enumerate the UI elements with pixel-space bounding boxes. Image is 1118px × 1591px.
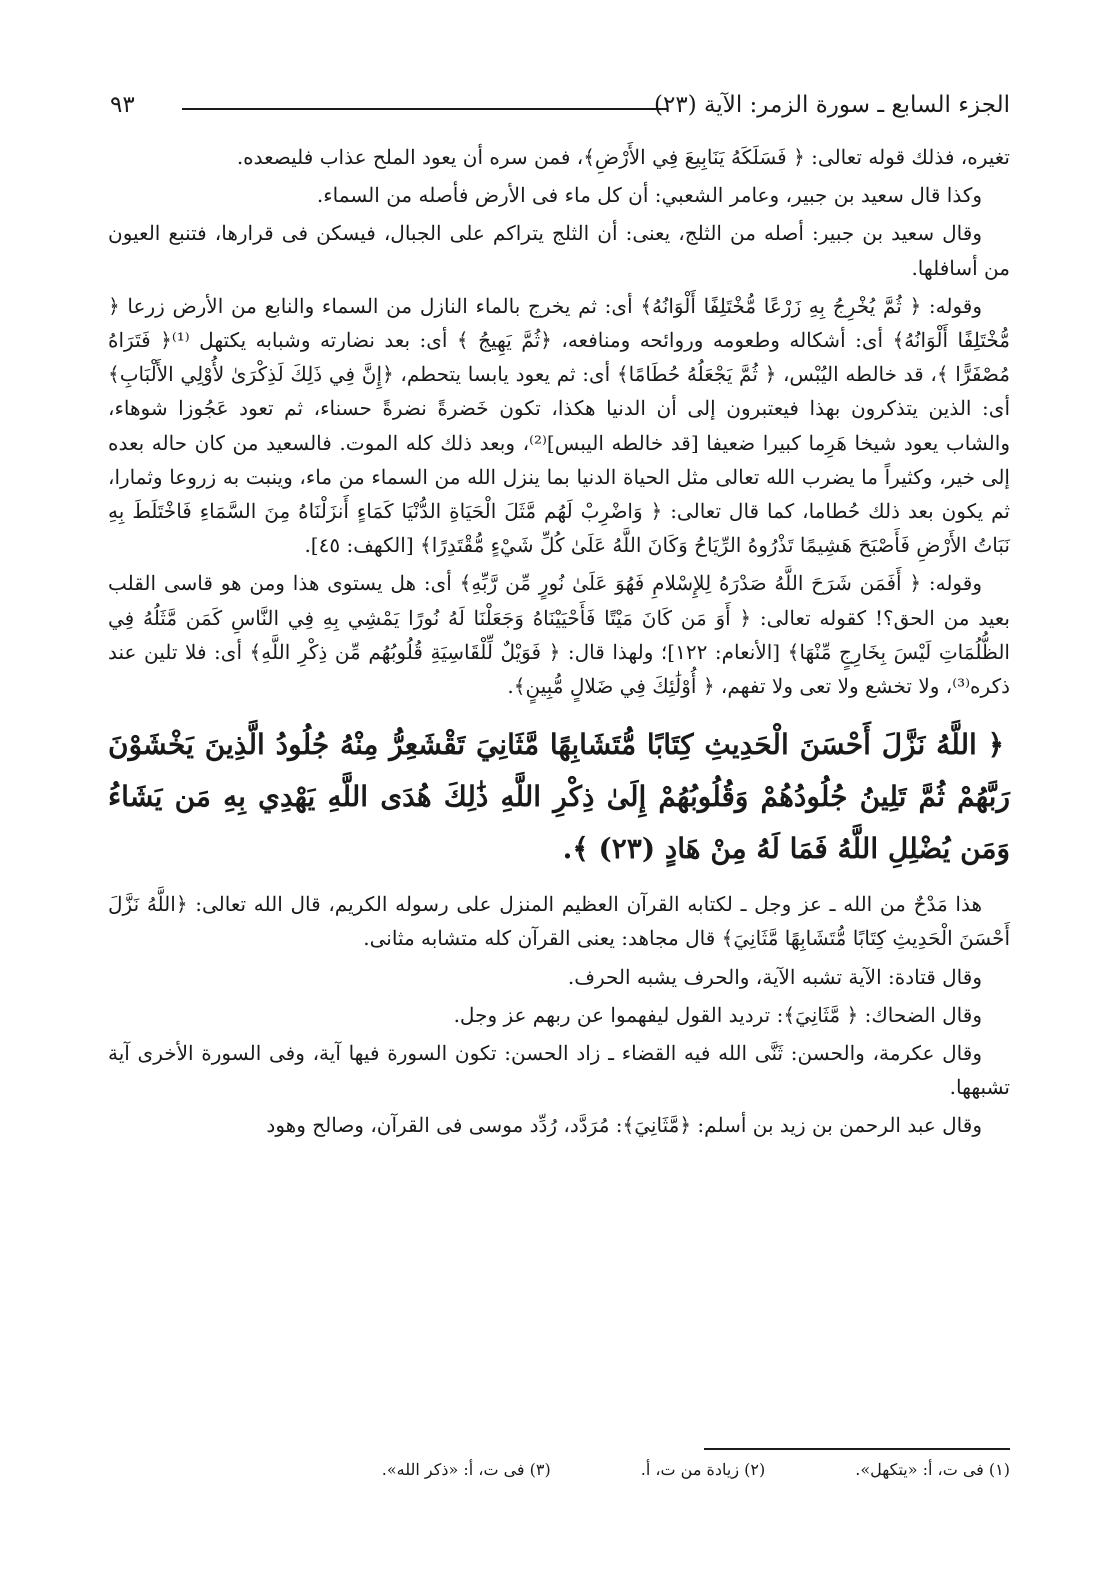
running-title: الجزء السابع ـ سورة الزمر: الآية (٢٣) bbox=[654, 92, 1010, 118]
page-body bbox=[108, 140, 1010, 1147]
footnotes bbox=[108, 1458, 1010, 1482]
footnote-rule bbox=[704, 1448, 1010, 1450]
footnote-1: (١) فى ت، أ: «يتكهل». bbox=[855, 1460, 1010, 1479]
commentary-1: هذا مَدْحٌ من الله ـ عز وجل ـ لكتابه القرآن العظيم المنزل على رسوله الكريم، قال الله تعالى: ﴿اللَّهُ نَزَّلَ أَحْسَنَ الْحَدِيثِ كِتَابًا مُّتَشَابِهًا مَّثَانِيَ﴾ قال مجاهد: يعنى القرآن كله متشابه مثانى. bbox=[108, 892, 1010, 951]
quran-verse: ﴿ اللَّهُ نَزَّلَ أَحْسَنَ الْحَدِيثِ كِتَابًا مُّتَشَابِهًا مَّثَانِيَ تَقْشَعِرُّ مِنْهُ جُلُودُ الَّذِينَ يَخْشَوْنَ رَبَّهُمْ ثُمَّ تَلِينُ جُلُودُهُمْ وَقُلُوبُهُمْ إِلَىٰ ذِكْرِ اللَّهِ ذَٰلِكَ هُدَى اللَّهِ يَهْدِي بِهِ مَن يَشَاءُ وَمَن يُضْلِلِ اللَّهُ فَمَا لَهُ مِنْ هَادٍ (٢٣) ﴾. bbox=[108, 728, 1010, 866]
footnote-2: (٢) زيادة من ت، أ. bbox=[640, 1460, 766, 1479]
paragraph-4: وقوله: ﴿ ثُمَّ يُخْرِجُ بِهِ زَرْعًا مُّخْتَلِفًا أَلْوَانُهُ﴾ أى: ثم يخرج بالماء النازل من السماء والنابع من الأرض زرعا ﴿ مُّخْتَلِفًا أَلْوَانُهُ﴾ أى: أشكاله وطعومه وروائحه ومنافعه، ﴿ثُمَّ يَهِيجُ ﴾ أى: بعد نضارته وشبابه يكتهل ⁽¹⁾﴿ فَتَرَاهُ مُصْفَرًّا ﴾، قد خالطه اليُبْس، ﴿ ثُمَّ يَجْعَلُهُ حُطَامًا﴾ أى: ثم يعود يابسا يتحطم، ﴿إِنَّ فِي ذَلِكَ لَذِكْرَىٰ لأُوْلِي الأَلْبَابِ﴾ أى: الذين يتذكرون بهذا فيعتبرون إلى أن الدنيا هكذا، تكون خَضرةً نضرةً حسناء، ثم تعود عَجُوزا شوهاء، والشاب يعود شيخا هَرِما كبيرا ضعيفا [قد خالطه اليبس]⁽²⁾، وبعد ذلك كله الموت. فالسعيد من كان حاله بعده إلى خير، وكثيراً ما يضرب الله تعالى مثل الحياة الدنيا بما ينزل الله من السماء من ماء، وينبت به زروعا وثمارا، ثم يكون بعد ذلك حُطاما، كما قال تعالى: ﴿ وَاضْرِبْ لَهُم مَّثَلَ الْحَيَاةِ الدُّنْيَا كَمَاءٍ أَنزَلْنَاهُ مِنَ السَّمَاءِ فَاخْتَلَطَ بِهِ نَبَاتُ الأَرْضِ فَأَصْبَحَ هَشِيمًا تَذْرُوهُ الرِّيَاحُ وَكَانَ اللَّهُ عَلَىٰ كُلِّ شَيْءٍ مُّقْتَدِرًا﴾ [الكهف: ٤٥]. bbox=[108, 293, 1010, 558]
header-rule bbox=[182, 108, 668, 110]
page-number: ٩٣ bbox=[110, 92, 135, 118]
commentary-3: وقال الضحاك: ﴿ مَّثَانِيَ﴾: ترديد القول ليفهموا عن ربهم عز وجل. bbox=[453, 1002, 982, 1027]
paragraph-3: وقال سعيد بن جبير: أصله من الثلج، يعنى: أن الثلج يتراكم على الجبال، فيسكن فى قرارها، فتنبع العيون من أسافلها. bbox=[108, 221, 1010, 280]
commentary-2: وقال قتادة: الآية تشبه الآية، والحرف يشبه الحرف. bbox=[567, 964, 982, 989]
footnote-3: (٣) فى ت، أ: «ذكر الله». bbox=[381, 1460, 551, 1479]
commentary-5: وقال عبد الرحمن بن زيد بن أسلم: ﴿مَّثَانِيَ﴾: مُرَدَّد، رُدِّد موسى فى القرآن، وصالح وهود bbox=[266, 1113, 982, 1138]
paragraph-2: وكذا قال سعيد بن جبير، وعامر الشعبي: أن كل ماء فى الأرض فأصله من السماء. bbox=[316, 183, 982, 208]
page-header bbox=[110, 86, 1010, 126]
paragraph-1: تغيره، فذلك قوله تعالى: ﴿ فَسَلَكَهُ يَنَابِيعَ فِي الأَرْضِ﴾، فمن سره أن يعود الملح عذاب فليصعده. bbox=[236, 145, 1010, 169]
paragraph-5: وقوله: ﴿ أَفَمَن شَرَحَ اللَّهُ صَدْرَهُ لِلإِسْلامِ فَهُوَ عَلَىٰ نُورٍ مِّن رَّبِّهِ﴾ أى: هل يستوى هذا ومن هو قاسى القلب بعيد من الحق؟! كقوله تعالى: ﴿ أَوَ مَن كَانَ مَيْتًا فَأَحْيَيْنَاهُ وَجَعَلْنَا لَهُ نُورًا يَمْشِي بِهِ فِي النَّاسِ كَمَن مَّثَلُهُ فِي الظُّلُمَاتِ لَيْسَ بِخَارِجٍ مِّنْهَا﴾ [الأنعام: ١٢٢]؛ ولهذا قال: ﴿ فَوَيْلٌ لِّلْقَاسِيَةِ قُلُوبُهُم مِّن ذِكْرِ اللَّهِ﴾ أى: فلا تلين عند ذكره⁽³⁾، ولا تخشع ولا تعى ولا تفهم، ﴿ أُوْلَٰئِكَ فِي ضَلالٍ مُّبِينٍ﴾. bbox=[108, 571, 1010, 699]
commentary-4: وقال عكرمة، والحسن: ثَنَّى الله فيه القضاء ـ زاد الحسن: تكون السورة فيها آية، وفى السورة الأخرى آية تشبهها. bbox=[108, 1041, 1010, 1100]
